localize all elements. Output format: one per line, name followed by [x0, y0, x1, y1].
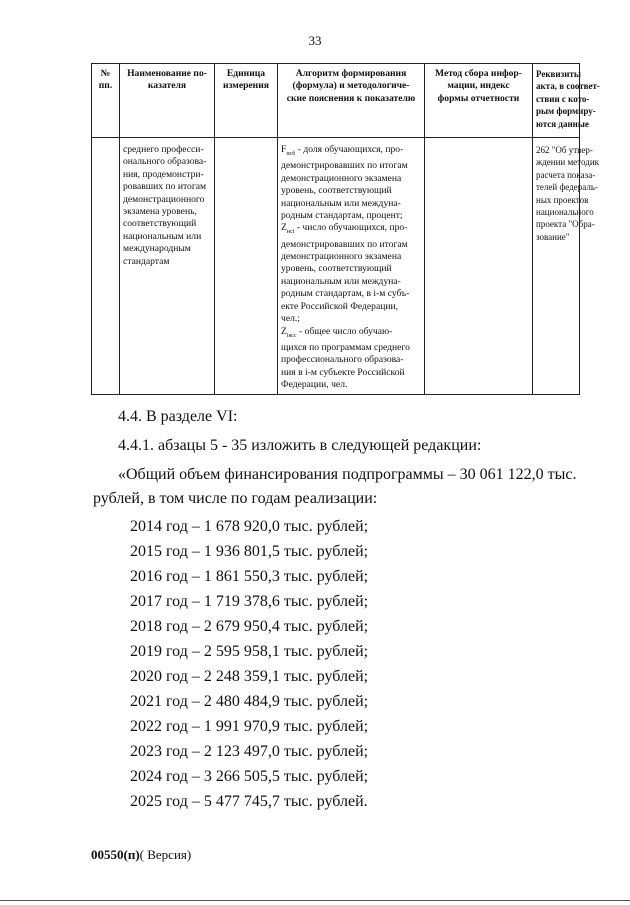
- year-line: 2019 год – 2 595 958,1 тыс. рублей;: [130, 643, 369, 660]
- algorithm-line: профессионального образова-: [281, 354, 404, 366]
- algorithm-line: $F_{нсб}$ - доля обучающихся, про-: [281, 144, 404, 157]
- year-line: 2024 год – 3 266 505,5 тыс. рублей;: [130, 768, 369, 785]
- cell-indicator-name: среднего професси- онального образова- ния, продемонстри- ровавших по итогам демонстрационного экзамена уровень, соответствующий национальным или международным стандартам: [120, 138, 215, 395]
- algorithm-line: родным стандартам, процент;: [281, 209, 403, 221]
- year-line: 2023 год – 2 123 497,0 тыс. рублей;: [130, 743, 369, 760]
- footer-code: 00550(п): [91, 847, 140, 862]
- page-number: 33: [308, 33, 322, 48]
- cell-algorithm: [278, 138, 425, 395]
- year-line: 2020 год – 2 248 359,1 тыс. рублей;: [130, 668, 369, 685]
- year-line: 2018 год – 2 679 950,4 тыс. рублей;: [130, 618, 369, 635]
- algorithm-line: екте Российской Федерации,: [281, 300, 399, 312]
- page-edge: [0, 900, 630, 901]
- algorithm-line: $Z_{іясс}$ - общее число обучаю-: [281, 325, 393, 339]
- algorithm-line: уровень, соответствующий: [281, 263, 392, 275]
- algorithm-line: щихся по программам среднего: [281, 341, 410, 353]
- algorithm-line: родным стандартам, в і-м субъ-: [281, 288, 410, 300]
- algorithm-line: демонстрационного экзамена: [281, 251, 402, 263]
- algorithm-line: $Z_{нсі}$ - число обучающихся, про-: [281, 222, 408, 236]
- subsection-heading: 4.4.1. абзацы 5 - 35 изложить в следующей редакции:: [118, 437, 482, 454]
- year-line: 2025 год – 5 477 745,7 тыс. рублей.: [130, 793, 368, 810]
- year-line: 2017 год – 1 719 378,6 тыс. рублей;: [130, 593, 369, 610]
- algorithm-line: демонстрировавших по итогам: [281, 238, 408, 250]
- formula-subscript: іясс: [286, 332, 297, 339]
- paragraph-line-2: рублей, в том числе по годам реализации:: [93, 490, 378, 507]
- table-row: [92, 138, 580, 395]
- header-algorithm: Алгоритм формирования (формула) и методологиче- ские пояснения к показателю: [278, 64, 425, 138]
- cell-requisites: 262 "Об утвер- ждении методик расчета показа- телей федераль- ных проектов национального проекта "Обра- зование": [533, 138, 580, 395]
- algorithm-line: уровень, соответствующий: [281, 185, 392, 197]
- algorithm-line: национальным или междуна-: [281, 197, 401, 209]
- footer-version: ( Версия): [139, 847, 192, 862]
- year-line: 2022 год – 1 991 970,9 тыс. рублей;: [130, 718, 369, 735]
- header-requisites: Реквизиты акта, в соответ- ствии с кото- рым формиру- ются данные: [533, 64, 580, 138]
- header-collection-method: Метод сбора инфор- мации, индекс формы отчетности: [425, 64, 533, 138]
- year-line: 2015 год – 1 936 801,5 тыс. рублей;: [130, 543, 369, 560]
- algorithm-line: ния в і-м субъекте Российской: [281, 366, 405, 378]
- formula-subscript: нсі: [286, 229, 295, 236]
- year-line: 2014 год – 1 678 920,0 тыс. рублей;: [130, 518, 369, 535]
- cell-unit: [215, 138, 278, 395]
- header-indicator-name: Наименование по- казателя: [120, 64, 215, 138]
- header-number: № пп.: [92, 64, 120, 138]
- indicator-table: [91, 63, 600, 395]
- section-heading: 4.4. В разделе VI:: [118, 408, 238, 425]
- cell-collection-method: [425, 138, 533, 395]
- cell-number: [92, 138, 120, 395]
- algorithm-line: национальным или междуна-: [281, 275, 401, 287]
- formula-subscript: нсб: [286, 150, 296, 157]
- paragraph-line-1: «Общий объем финансирования подпрограммы – 30 061 122,0 тыс.: [118, 466, 577, 483]
- year-line: 2021 год – 2 480 484,9 тыс. рублей;: [130, 693, 369, 710]
- algorithm-line: демонстрировавших по итогам: [281, 160, 408, 172]
- algorithm-line: демонстрационного экзамена: [281, 172, 402, 184]
- table-header-row: [92, 64, 580, 138]
- algorithm-line: Федерации, чел.: [281, 379, 348, 391]
- header-unit: Единица измерения: [215, 64, 278, 138]
- algorithm-line: чел.;: [281, 313, 300, 325]
- year-line: 2016 год – 1 861 550,3 тыс. рублей;: [130, 568, 369, 585]
- footer: [91, 847, 191, 863]
